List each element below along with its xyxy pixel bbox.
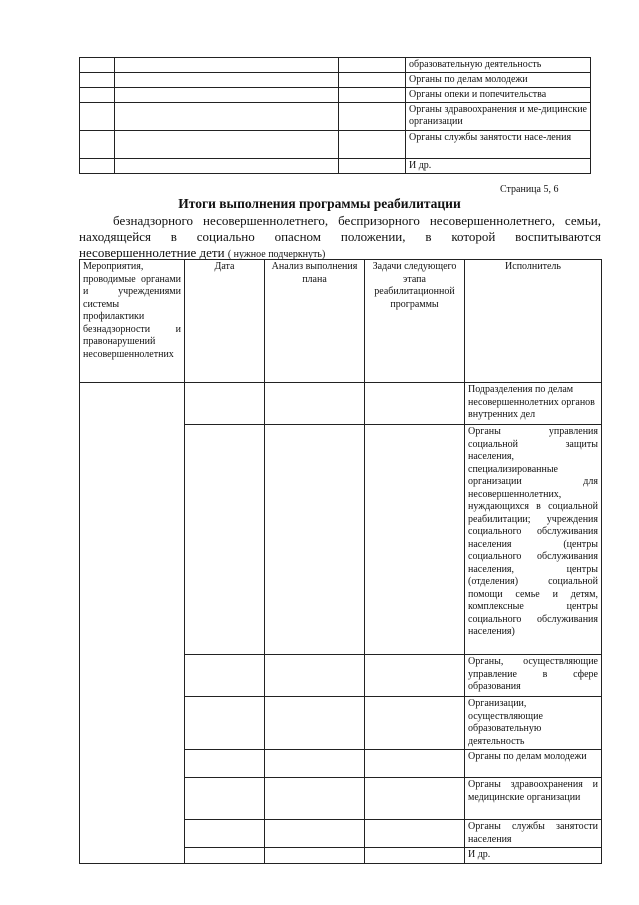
header-cell-date: Дата [185, 260, 265, 383]
subtitle-note: ( нужное подчеркнуть) [227, 249, 326, 260]
executor-cell: Органы, осуществляющие управление в сфере образования [465, 655, 602, 697]
executor-cell: И др. [406, 159, 591, 174]
header-cell-activities: Мероприятия, проводимые органами и учреждениями системы профилактики безнадзорности и правонарушений несовершеннолетних [80, 260, 185, 383]
executor-cell: Органы управления социальной защиты населения, специализированные организации для несовершеннолетних, нуждающихся в социальной реабилитации; учреждения социального обслуживания населения (центры социального обслуживания населения, центры (отделения) социальной помощи семье и детям, комплексные центры социального обслуживания населения) [465, 425, 602, 655]
executor-cell: Организации, осуществляющие образовательную деятельность [465, 697, 602, 750]
document-subtitle [79, 213, 601, 263]
table-row [80, 73, 591, 88]
executor-cell: Органы здравоохранения и медицинские организации [465, 778, 602, 820]
executor-cell: Органы по делам молодежи [406, 73, 591, 88]
table-row [80, 103, 591, 131]
executor-cell: Органы службы занятости населения [465, 820, 602, 848]
document-title: Итоги выполнения программы реабилитации [178, 196, 461, 211]
executor-cell: образовательную деятельность [406, 58, 591, 73]
results-table [79, 259, 602, 864]
table-row [80, 131, 591, 159]
continuation-table [79, 57, 591, 174]
table-row [80, 159, 591, 174]
activities-cell [80, 383, 185, 864]
executor-cell: Органы по делам молодежи [465, 750, 602, 778]
executor-cell: Подразделения по делам несовершеннолетних органов внутренних дел [465, 383, 602, 425]
table-row [80, 88, 591, 103]
table-header-row [80, 260, 602, 383]
header-cell-tasks: Задачи следующего этапа реабилитационной программы [365, 260, 465, 383]
subtitle-text: безнадзорного несовершеннолетнего, беспризорного несовершеннолетнего, семьи, находящейся в социально опасном положении, в которой воспитываются несовершеннолетние дети [79, 213, 601, 260]
executor-cell: И др. [465, 848, 602, 864]
header-cell-analysis: Анализ выполнения плана [265, 260, 365, 383]
executor-cell: Органы здравоохранения и ме-дицинские организации [406, 103, 591, 131]
header-cell-executor: Исполнитель [465, 260, 602, 383]
page-number: Страница 5, 6 [500, 184, 559, 195]
executor-cell: Органы опеки и попечительства [406, 88, 591, 103]
table-row [80, 383, 602, 425]
executor-cell: Органы службы занятости насе-ления [406, 131, 591, 159]
table-row [80, 58, 591, 73]
